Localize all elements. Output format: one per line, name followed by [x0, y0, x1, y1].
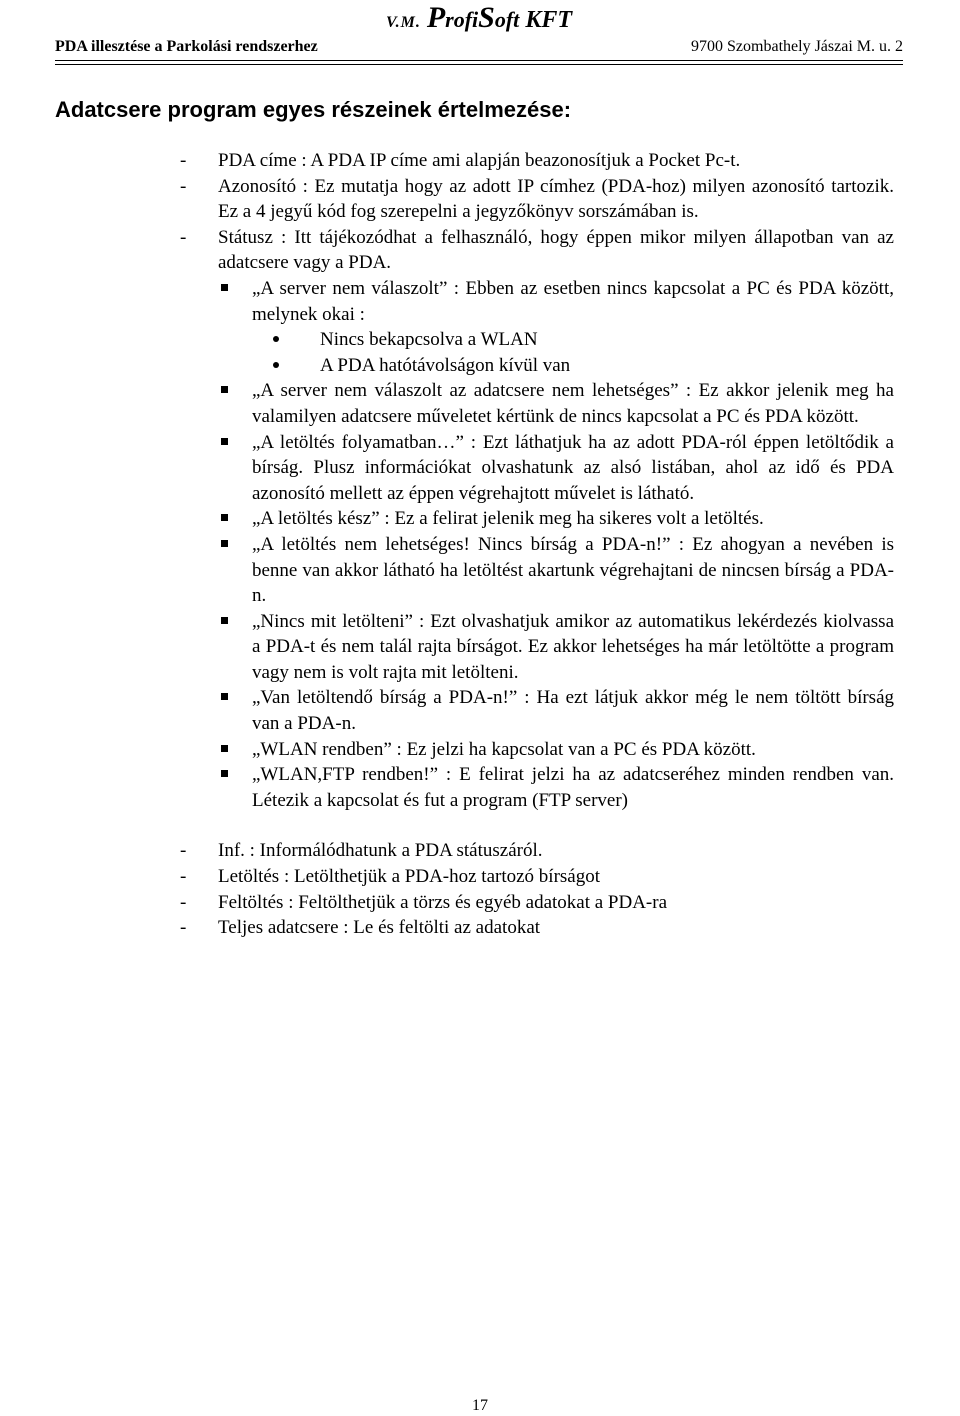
- status-item-text: „A server nem válaszolt az adatcsere nem lehetséges” : Ez akkor jelenik meg ha valamilyen adatcsere műveletet kértünk de nincs kapcsolat a PC és PDA között.: [252, 380, 894, 427]
- status-item-text: „A letöltés folyamatban…” : Ezt láthatjuk ha az adott PDA-ról éppen letöltődik a bírság. Plusz információkat olvashatunk az alsó listában, ahol az idő és PDA azonosító mellett az éppen végrehajtott művelet is látható.: [252, 431, 894, 504]
- square-bullet-icon: [221, 438, 228, 445]
- square-bullet-icon: [221, 770, 228, 777]
- status-item-text: „WLAN rendben” : Ez jelzi ha kapcsolat van a PC és PDA között.: [252, 738, 756, 760]
- round-bullet-icon: [273, 362, 279, 368]
- status-item-download-done: [180, 506, 894, 532]
- status-item-text: „A server nem válaszolt” : Ebben az esetben nincs kapcsolat a PC és PDA között, melynek okai :: [252, 277, 894, 325]
- dash-marker: -: [180, 917, 187, 939]
- status-item-download-in-progress: [180, 430, 894, 507]
- square-bullet-icon: [221, 693, 228, 700]
- square-bullet-icon: [221, 284, 228, 291]
- status-item-exchange-impossible: [180, 378, 894, 429]
- spacer: [180, 813, 894, 838]
- status-item-nothing-to-download: [180, 609, 894, 686]
- square-bullet-icon: [221, 617, 228, 624]
- company-suffix: KFT: [525, 7, 572, 33]
- status-item-text: „Van letöltendő bírság a PDA-n!” : Ha ezt látjuk akkor még le nem töltött bírság van a PDA-n.: [252, 687, 894, 735]
- list-item-status: [180, 225, 894, 276]
- dash-marker: -: [180, 840, 187, 862]
- dash-marker: -: [180, 891, 187, 913]
- status-item-wlan-ok: [180, 737, 894, 763]
- company-part-oft: oft: [494, 7, 520, 32]
- list-item-text: Feltöltés : Feltölthetjük a törzs és egyéb adatokat a PDA-ra: [218, 891, 668, 913]
- status-item-text: „A letöltés nem lehetséges! Nincs bírság a PDA-n!” : Ez ahogyan a nevében is benne van akkor látható ha letöltést akartunk végrehajtani de nincsen bírság a PDA-n.: [252, 533, 894, 607]
- document-title: PDA illesztése a Parkolási rendszerhez: [55, 38, 318, 55]
- header-divider: [55, 60, 903, 65]
- header-row: [55, 36, 903, 58]
- reason-item-out-of-range: [180, 353, 894, 379]
- dash-marker: -: [180, 226, 187, 248]
- list-item-text: Inf. : Informálódhatunk a PDA státuszáról.: [218, 840, 543, 862]
- dash-marker: -: [180, 175, 187, 197]
- list-item-identifier: [180, 174, 894, 225]
- status-item-wlan-ftp-ok: [180, 762, 894, 813]
- status-item-server-no-reply: [180, 276, 894, 327]
- list-item-download: [180, 864, 894, 890]
- dash-marker: -: [180, 150, 187, 171]
- company-prefix: V.M.: [386, 14, 421, 31]
- reason-item-wlan-off: [180, 327, 894, 353]
- square-bullet-icon: [221, 540, 228, 547]
- list-item-info: [180, 838, 894, 864]
- status-item-text: „WLAN,FTP rendben!” : E felirat jelzi ha az adatcseréhez minden rendben van. Létezik a kapcsolat és fut a program (FTP server): [252, 764, 894, 811]
- round-bullet-icon: [273, 336, 279, 342]
- document-body: [180, 148, 894, 941]
- status-item-text: „Nincs mit letölteni” : Ezt olvashatjuk amikor az automatikus lekérdezés kiolvassa a PDA-t és nem talál rajta bírságot. Ez akkor lehetséges ha már letöltötte a program vagy nem is volt rajta mit letölteni.: [252, 610, 894, 683]
- status-item-download-impossible: [180, 532, 894, 609]
- square-bullet-icon: [221, 386, 228, 393]
- dash-marker: -: [180, 866, 187, 888]
- status-item-fine-pending: [180, 685, 894, 736]
- list-item-text: Teljes adatcsere : Le és feltölti az adatokat: [218, 917, 541, 939]
- company-part-rofi: rofi: [445, 7, 479, 32]
- section-heading: Adatcsere program egyes részeinek értelmezése:: [55, 97, 572, 122]
- square-bullet-icon: [221, 514, 228, 521]
- company-initial-p: P: [426, 1, 446, 34]
- list-item-text: Azonosító : Ez mutatja hogy az adott IP címhez (PDA-hoz) milyen azonosító tartozik. Ez a 4 jegyű kód fog szerepelni a jegyzőkönyv sorszámában is.: [218, 175, 894, 223]
- list-item-upload: [180, 890, 894, 916]
- list-item-pda-address: [180, 148, 894, 174]
- company-address: 9700 Szombathely Jászai M. u. 2: [691, 38, 903, 55]
- page-number: 17: [472, 1397, 488, 1414]
- status-item-text: „A letöltés kész” : Ez a felirat jelenik meg ha sikeres volt a letöltés.: [252, 508, 764, 530]
- list-item-full-exchange: [180, 915, 894, 941]
- reason-item-text: A PDA hatótávolságon kívül van: [320, 354, 571, 376]
- list-item-text: PDA címe : A PDA IP címe ami alapján beazonosítjuk a Pocket Pc-t.: [218, 150, 741, 171]
- company-initial-s: S: [478, 1, 495, 34]
- page-header: [55, 2, 903, 64]
- company-name: [55, 2, 903, 39]
- reason-item-text: Nincs bekapcsolva a WLAN: [320, 329, 538, 351]
- list-item-text: Letöltés : Letölthetjük a PDA-hoz tartozó bírságot: [218, 866, 601, 888]
- list-item-text: Státusz : Itt tájékozódhat a felhasználó, hogy éppen mikor milyen állapotban van az adatcsere vagy a PDA.: [218, 226, 894, 274]
- square-bullet-icon: [221, 745, 228, 752]
